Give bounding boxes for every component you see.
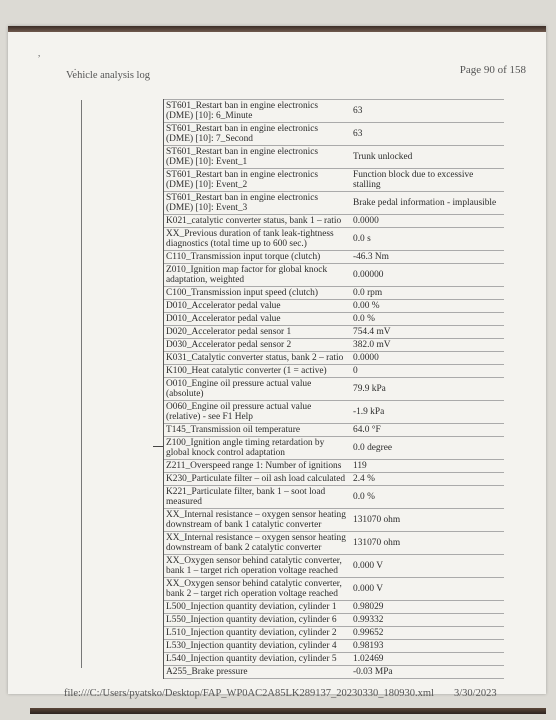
parameter-value: 0.0 degree: [353, 443, 393, 453]
parameter-value: 119: [353, 461, 367, 471]
parameter-value: 0.0000: [353, 216, 379, 226]
parameter-value: 0.000 V: [353, 584, 384, 594]
table-row: [164, 665, 504, 679]
parameter-value: 754.4 mV: [353, 327, 391, 337]
table-row: [164, 351, 504, 364]
parameter-name: L530_Injection quantity deviation, cylinder 4: [166, 641, 337, 651]
parameter-name: O010_Engine oil pressure actual value (absolute): [166, 379, 312, 399]
parameter-name: L550_Injection quantity deviation, cylinder 6: [166, 615, 337, 625]
parameter-value: -1.9 kPa: [353, 407, 385, 417]
parameter-name: C110_Transmission input torque (clutch): [166, 252, 321, 262]
parameter-value: Trunk unlocked: [353, 152, 413, 162]
parameter-name: ST601_Restart ban in engine electronics (DME) [10]: 7_Second: [166, 124, 319, 144]
parameter-name: Z010_Ignition map factor for global knock adaptation, weighted: [166, 265, 328, 285]
parameter-name: ST601_Restart ban in engine electronics (DME) [10]: Event_3: [166, 193, 319, 213]
table-row: [164, 508, 504, 531]
parameter-value: 63: [353, 106, 363, 116]
table-row: [164, 613, 504, 626]
parameter-value: 64.0 °F: [353, 425, 381, 435]
table-row: [164, 577, 504, 600]
parameter-value: 0.98029: [353, 602, 384, 612]
table-row: [164, 312, 504, 325]
parameter-value: 0.0 %: [353, 492, 375, 502]
table-row: [164, 263, 504, 286]
parameter-value: 79.9 kPa: [353, 384, 386, 394]
parameter-name: Z211_Overspeed range 1: Number of ignitions: [166, 461, 342, 471]
parameter-name: K021_catalytic converter status, bank 1 – ratio: [166, 216, 342, 226]
parameter-name: XX_Previous duration of tank leak-tightness diagnostics (total time up to 600 sec.): [166, 229, 334, 249]
table-row: [164, 99, 504, 122]
document-title: Vehicle analysis log: [66, 70, 150, 81]
parameter-name: ST601_Restart ban in engine electronics (DME) [10]: Event_1: [166, 147, 319, 167]
table-row: [164, 652, 504, 665]
parameter-value: Function block due to excessive stalling: [353, 170, 474, 190]
top-edge-shadow: [8, 26, 546, 32]
parameter-name: ST601_Restart ban in engine electronics (DME) [10]: Event_2: [166, 170, 319, 190]
file-path: file:///C:/Users/pyatsko/Desktop/FAP_WP0AC2A85LK289137_20230330_180930.xml: [64, 688, 434, 699]
margin-dash: [153, 446, 163, 447]
table-row: [164, 122, 504, 145]
table-row: [164, 400, 504, 423]
parameter-value: 0.0 rpm: [353, 288, 383, 298]
parameter-value: -46.3 Nm: [353, 252, 389, 262]
parameter-name: L510_Injection quantity deviation, cylinder 2: [166, 628, 337, 638]
parameter-value: Brake pedal information - implausible: [353, 198, 497, 208]
parameter-name: XX_Oxygen sensor behind catalytic converter, bank 2 – target rich operation voltage reached: [166, 579, 342, 599]
parameter-value: 0.98193: [353, 641, 384, 651]
parameter-name: XX_Internal resistance – oxygen sensor heating downstream of bank 2 catalytic converter: [166, 533, 346, 553]
table-row: [164, 600, 504, 613]
table-row: [164, 531, 504, 554]
parameter-value: 0.00 %: [353, 301, 380, 311]
table-row: [164, 459, 504, 472]
parameter-value: 1.02469: [353, 654, 384, 664]
parameter-name: K031_Catalytic converter status, bank 2 – ratio: [166, 353, 344, 363]
table-row: [164, 286, 504, 299]
table-row: [164, 227, 504, 250]
table-row: [164, 423, 504, 436]
parameter-name: Z100_Ignition angle timing retardation by global knock control adaptation: [166, 438, 325, 458]
page-number: Page 90 of 158: [459, 64, 526, 76]
table-row: [164, 364, 504, 377]
table-row: [164, 168, 504, 191]
table-row: [164, 145, 504, 168]
parameter-name: C100_Transmission input speed (clutch): [166, 288, 318, 298]
parameter-value: 131070 ohm: [353, 515, 401, 525]
scan-mark: ,: [38, 48, 41, 58]
parameter-name: D010_Accelerator pedal value: [166, 314, 281, 324]
parameter-name: L540_Injection quantity deviation, cylinder 5: [166, 654, 337, 664]
parameter-name: K100_Heat catalytic converter (1 = active): [166, 366, 327, 376]
scan-mark: .: [74, 62, 77, 72]
table-row: [164, 485, 504, 508]
parameter-value: 0.99332: [353, 615, 384, 625]
parameter-value: 0.0 s: [353, 234, 371, 244]
parameter-value: -0.03 MPa: [353, 667, 393, 677]
parameter-name: XX_Internal resistance – oxygen sensor heating downstream of bank 1 catalytic converter: [166, 510, 346, 530]
table-row: [164, 214, 504, 227]
table-row: [164, 338, 504, 351]
parameter-value: 382.0 mV: [353, 340, 391, 350]
table-row: [164, 639, 504, 652]
parameter-name: D020_Accelerator pedal sensor 1: [166, 327, 292, 337]
parameter-name: A255_Brake pressure: [166, 667, 248, 677]
parameter-name: K221_Particulate filter, bank 1 – soot load measured: [166, 487, 326, 507]
parameter-value: 0.000 V: [353, 561, 384, 571]
left-margin-line: [81, 100, 82, 668]
parameter-name: D010_Accelerator pedal value: [166, 301, 281, 311]
parameter-value: 0.0000: [353, 353, 379, 363]
table-row: [164, 191, 504, 214]
table-row: [164, 472, 504, 485]
parameter-name: T145_Transmission oil temperature: [166, 425, 301, 435]
parameter-name: ST601_Restart ban in engine electronics (DME) [10]: 6_Minute: [166, 101, 319, 121]
parameter-name: K230_Particulate filter – oil ash load calculated: [166, 474, 346, 484]
parameter-value: 0.99652: [353, 628, 384, 638]
parameter-value: 131070 ohm: [353, 538, 401, 548]
parameter-value: 0: [353, 366, 358, 376]
parameter-value: 0.0 %: [353, 314, 375, 324]
bottom-edge-shadow: [30, 708, 546, 714]
table-row: [164, 250, 504, 263]
print-date: 3/30/2023: [454, 688, 497, 699]
parameter-value: 0.00000: [353, 270, 384, 280]
table-row: [164, 325, 504, 338]
parameter-value: 63: [353, 129, 363, 139]
table-row: [164, 436, 504, 459]
parameter-name: O060_Engine oil pressure actual value (relative) - see F1 Help: [166, 402, 312, 422]
parameter-name: L500_Injection quantity deviation, cylinder 1: [166, 602, 337, 612]
document-page: [8, 26, 546, 699]
table-row: [164, 554, 504, 577]
table-row: [164, 626, 504, 639]
table-row: [164, 377, 504, 400]
parameter-name: XX_Oxygen sensor behind catalytic converter, bank 1 – target rich operation voltage reached: [166, 556, 342, 576]
parameter-name: D030_Accelerator pedal sensor 2: [166, 340, 292, 350]
table-row: [164, 299, 504, 312]
parameter-value: 2.4 %: [353, 474, 375, 484]
log-table: [163, 99, 504, 679]
